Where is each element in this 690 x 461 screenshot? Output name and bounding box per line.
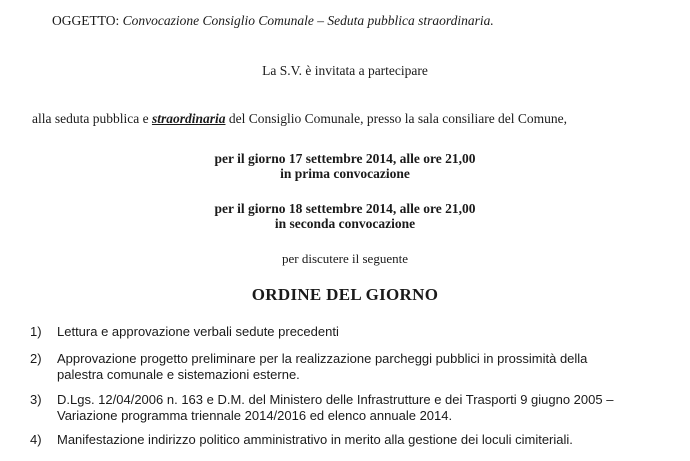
agenda-item-line: Manifestazione indirizzo politico amministrativo in merito alla gestione dei loculi cimiteriali.	[57, 432, 573, 447]
subject-line	[52, 13, 494, 29]
invitation-text: La S.V. è invitata a partecipare	[262, 63, 428, 78]
second-call-type: in seconda convocazione	[274, 216, 416, 231]
agenda-item-line: D.Lgs. 12/04/2006 n. 163 e D.M. del Ministero delle Infrastrutture e dei Trasporti 9 giugno 2005 –	[57, 392, 614, 407]
agenda-item-number: 3)	[30, 392, 42, 407]
agenda-item-text	[57, 351, 677, 383]
agenda-item-line: Approvazione progetto preliminare per la realizzazione parcheggi pubblici in prossimità della	[57, 351, 588, 366]
agenda-item-line: palestra comunale e sistemazioni esterne.	[57, 367, 300, 382]
subject-text: Convocazione Consiglio Comunale – Seduta pubblica straordinaria.	[122, 13, 494, 28]
second-call-date: per il giorno 18 settembre 2014, alle ore 21,00	[214, 201, 476, 216]
session-text-after: del Consiglio Comunale, presso la sala consiliare del Comune,	[225, 111, 568, 126]
session-line	[32, 111, 567, 127]
agenda-item-text	[57, 392, 677, 424]
agenda-item-line: Variazione programma triennale 2014/2016 ed elenco annuale 2014.	[57, 408, 453, 423]
session-emphasis: straordinaria	[151, 111, 226, 126]
agenda-title: ORDINE DEL GIORNO	[251, 285, 439, 304]
session-text-before: alla seduta pubblica e	[32, 111, 152, 126]
agenda-item-number: 4)	[30, 432, 42, 447]
subject-label: OGGETTO:	[52, 13, 120, 28]
agenda-item-number: 2)	[30, 351, 42, 366]
agenda-item-number: 1)	[30, 324, 42, 339]
first-call-date: per il giorno 17 settembre 2014, alle ore 21,00	[214, 151, 476, 166]
discuss-text: per discutere il seguente	[282, 251, 408, 266]
agenda-item-text	[57, 432, 677, 448]
agenda-item-text	[57, 324, 677, 340]
agenda-item-line: Lettura e approvazione verbali sedute precedenti	[57, 324, 339, 339]
first-call-type: in prima convocazione	[280, 166, 410, 181]
